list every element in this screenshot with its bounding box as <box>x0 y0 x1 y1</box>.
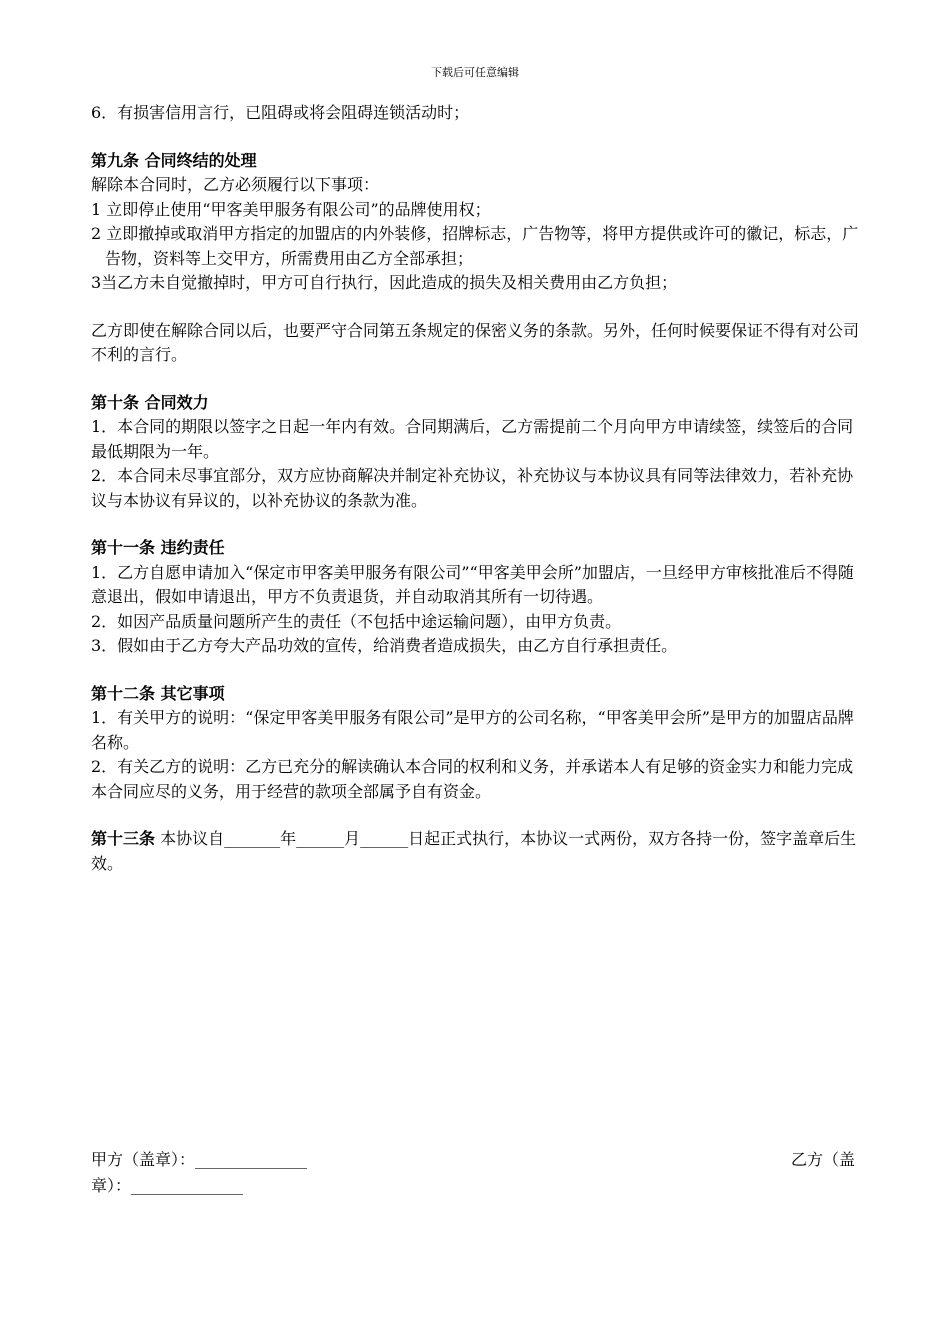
article-9-lead: 解除本合同时，乙方必须履行以下事项： <box>91 175 380 194</box>
article-9-title: 第九条 合同终结的处理 <box>91 150 257 170</box>
article-13 <box>91 827 861 876</box>
party-b-signature-end: 章）：______________ <box>91 1176 244 1195</box>
article-12-title: 第十二条 其它事项 <box>91 683 225 703</box>
article-11-item-2: 2．如因产品质量问题所产生的责任（不包括中途运输问题），由甲方负责。 <box>91 611 622 631</box>
party-b-signature-start: 乙方（盖 <box>790 1150 855 1169</box>
article-13-title: 第十三条 <box>91 829 156 848</box>
article-10-item-1: 1．本合同的期限以签字之日起一年内有效。合同期满后，乙方需提前二个月向甲方申请续签，续签后的合同最低期限为一年。 <box>91 417 854 461</box>
article-9-item-3: 3当乙方未自觉撤掉时，甲方可自行执行，因此造成的损失及相关费用由乙方负担； <box>91 273 678 292</box>
article-11-item-3: 3．假如由于乙方夸大产品功效的宣传，给消费者造成损失，由乙方自行承担责任。 <box>91 636 678 655</box>
article-9-item-2: 2 立即撤掉或取消甲方指定的加盟店的内外装修，招牌标志，广告物等，将甲方提供或许可的徽记，标志，广告物，资料等上交甲方，所需费用由乙方全部承担； <box>91 224 859 268</box>
article-9-note: 乙方即使在解除合同以后，也要严守合同第五条规定的保密义务的条款。另外，任何时候要保证不得有对公司不利的言行。 <box>91 320 860 364</box>
article-13-text: 本协议自_______年______月______日起正式执行，本协议一式两份，双方各持一份，签字盖章后生效。 <box>91 829 857 873</box>
article-9-item-1: 1 立即停止使用“甲客美甲服务有限公司”的品牌使用权； <box>91 199 491 219</box>
article-11-title: 第十一条 违约责任 <box>91 538 225 557</box>
article-12-item-2: 2．有关乙方的说明：乙方已充分的解读确认本合同的权利和义务，并承诺本人有足够的资金实力和能力完成本合同应尽的义务，用于经营的款项全部属予自有资金。 <box>91 757 854 801</box>
document-body <box>91 101 861 876</box>
clause-item-6: 6．有损害信用言行，已阻碍或将会阻碍连锁活动时； <box>91 103 470 122</box>
party-a-signature: 甲方（盖章）：______________ <box>91 1150 308 1169</box>
page-header: 下载后可任意编辑 <box>431 66 519 79</box>
article-11-item-1: 1．乙方自愿申请加入“保定市甲客美甲服务有限公司”“甲客美甲会所”加盟店，一旦经甲方审核批准后不得随意退出，假如申请退出，甲方不负责退货，并自动取消其所有一切待遇。 <box>91 562 854 606</box>
article-10-title: 第十条 合同效力 <box>91 392 209 412</box>
article-12-item-1: 1．有关甲方的说明：“保定甲客美甲服务有限公司”是甲方的公司名称，“甲客美甲会所”是甲方的加盟店品牌名称。 <box>91 708 854 752</box>
article-10-item-2: 2．本合同未尽事宜部分，双方应协商解决并制定补充协议，补充协议与本协议具有同等法律效力，若补充协议与本协议有异议的，以补充协议的条款为准。 <box>91 466 854 510</box>
signature-block <box>91 1147 861 1195</box>
